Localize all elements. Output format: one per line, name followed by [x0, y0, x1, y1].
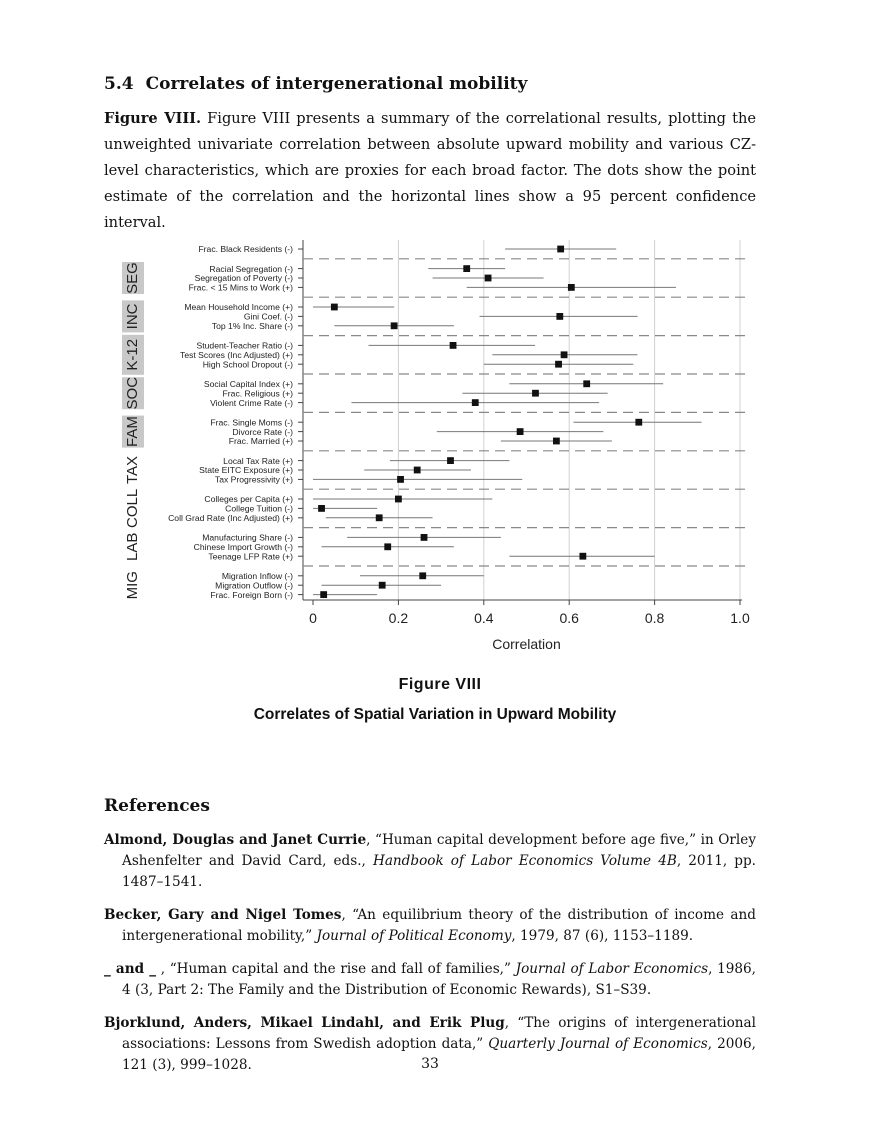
page-number: 33 — [421, 1056, 439, 1072]
x-tick-label: 1.0 — [730, 610, 750, 626]
correlation-chart — [0, 228, 880, 678]
row-label: Frac. Single Moms (-) — [210, 417, 293, 428]
reference-item: Almond, Douglas and Janet Currie, “Human capital development before age five,” in Orley Ashenfelter and David Card, eds., Handbook of Labor Economics Volume 4B, 2011, pp. 1487–1541. — [104, 832, 757, 890]
intro-paragraph — [104, 106, 756, 236]
row-label: College Tuition (-) — [225, 503, 293, 514]
group-label: K-12 — [123, 338, 141, 371]
group-label: LAB — [123, 532, 141, 561]
row-label: Mean Household Income (+) — [184, 302, 293, 313]
point-estimate — [331, 304, 338, 311]
point-estimate — [450, 342, 457, 349]
point-estimate — [532, 390, 539, 397]
point-estimate — [395, 496, 402, 503]
row-label: State EITC Exposure (+) — [199, 465, 293, 476]
paragraph-lead: Figure VIII. — [104, 110, 202, 127]
figure-title: Correlates of Spatial Variation in Upward Mobility — [253, 706, 617, 723]
point-estimate — [318, 505, 325, 512]
point-estimate — [379, 582, 386, 589]
row-label: Test Scores (Inc Adjusted) (+) — [180, 350, 293, 360]
row-label: Racial Segregation (-) — [209, 263, 293, 274]
references-list — [104, 830, 756, 1088]
point-estimate — [447, 457, 454, 464]
row-label: Top 1% Inc. Share (-) — [211, 321, 293, 331]
reference-item: Bjorklund, Anders, Mikael Lindahl, and Erik Plug, “The origins of intergenerational associations: Lessons from Swedish adoption data,” Quarterly Journal of Economics, 2006, 121 (3), 999–1028. — [104, 1015, 756, 1073]
row-label: Segregation of Poverty (-) — [194, 273, 293, 284]
row-label: Student-Teacher Ratio (-) — [196, 340, 293, 351]
x-tick-label: 0.6 — [559, 610, 579, 626]
x-axis-label: Correlation — [492, 636, 561, 652]
row-label: Frac. < 15 Mins to Work (+) — [188, 282, 293, 293]
point-estimate — [556, 313, 563, 320]
references-heading: References — [104, 796, 210, 816]
row-label: Migration Outflow (-) — [215, 580, 293, 591]
row-label: Divorce Rate (-) — [232, 426, 293, 437]
row-label: Colleges per Capita (+) — [204, 494, 293, 505]
x-tick-label: 0.4 — [474, 610, 494, 626]
point-estimate — [555, 361, 562, 368]
row-label: Frac. Married (+) — [228, 436, 293, 447]
group-label: SEG — [123, 262, 141, 294]
reference-item: Becker, Gary and Nigel Tomes, “An equilibrium theory of the distribution of income and intergenerational mobility,” Journal of Political Economy, 1979, 87 (6), 1153–1189. — [104, 907, 756, 944]
row-label: Gini Coef. (-) — [243, 311, 293, 322]
paragraph-text: Figure VIII presents a summary of the correlational results, plotting the unweighted univariate correlation between absolute upward mobility and various CZ-level characteristics, which are proxies for each broad factor. The dots show the point estimate of the correlation and the horizontal lines show a 95 percent confidence interval. — [104, 110, 756, 231]
point-estimate — [414, 467, 421, 474]
row-label: Frac. Black Residents (-) — [198, 244, 293, 255]
point-estimate — [583, 380, 590, 387]
point-estimate — [391, 322, 398, 329]
x-tick-label: 0.2 — [388, 610, 409, 626]
section-number: 5.4 — [104, 74, 134, 94]
row-label: Teenage LFP Rate (+) — [208, 551, 293, 562]
reference-item: _ and _ , “Human capital and the rise and fall of families,” Journal of Labor Economics, 1986, 4 (3, Part 2: The Family and the Distribution of Economic Rewards), S1–S39. — [104, 961, 756, 998]
point-estimate — [320, 591, 327, 598]
group-label: COLL — [123, 488, 141, 528]
point-estimate — [561, 351, 568, 358]
group-label: INC — [123, 303, 141, 330]
row-label: Manufacturing Share (-) — [202, 532, 293, 543]
figure-label: Figure VIII — [398, 676, 482, 693]
point-estimate — [376, 514, 383, 521]
group-label: SOC — [123, 376, 141, 410]
x-tick-label: 0 — [309, 610, 317, 626]
x-tick-label: 0.8 — [644, 610, 665, 626]
point-estimate — [485, 275, 492, 282]
row-label: Local Tax Rate (+) — [223, 455, 293, 466]
figure-viii — [0, 228, 880, 728]
group-label: FAM — [123, 416, 141, 448]
row-label: Frac. Foreign Born (-) — [210, 589, 293, 600]
row-label: Chinese Import Growth (-) — [193, 542, 293, 552]
section-heading — [104, 74, 527, 94]
row-label: Coll Grad Rate (Inc Adjusted) (+) — [168, 513, 293, 523]
group-label: MIG — [123, 571, 141, 600]
point-estimate — [421, 534, 428, 541]
section-title: Correlates of intergenerational mobility — [145, 74, 528, 94]
point-estimate — [579, 553, 586, 560]
row-label: Tax Progressivity (+) — [214, 474, 293, 485]
point-estimate — [557, 246, 564, 253]
point-estimate — [553, 438, 560, 445]
point-estimate — [397, 476, 404, 483]
row-label: Frac. Religious (+) — [222, 388, 293, 399]
point-estimate — [568, 284, 575, 291]
row-label: Violent Crime Rate (-) — [210, 397, 293, 408]
point-estimate — [635, 419, 642, 426]
point-estimate — [463, 265, 470, 272]
point-estimate — [517, 428, 524, 435]
point-estimate — [384, 543, 391, 550]
row-label: High School Dropout (-) — [202, 359, 293, 370]
row-label: Migration Inflow (-) — [221, 571, 293, 581]
row-label: Social Capital Index (+) — [203, 379, 293, 389]
group-label: TAX — [123, 455, 141, 485]
point-estimate — [419, 572, 426, 579]
point-estimate — [472, 399, 479, 406]
